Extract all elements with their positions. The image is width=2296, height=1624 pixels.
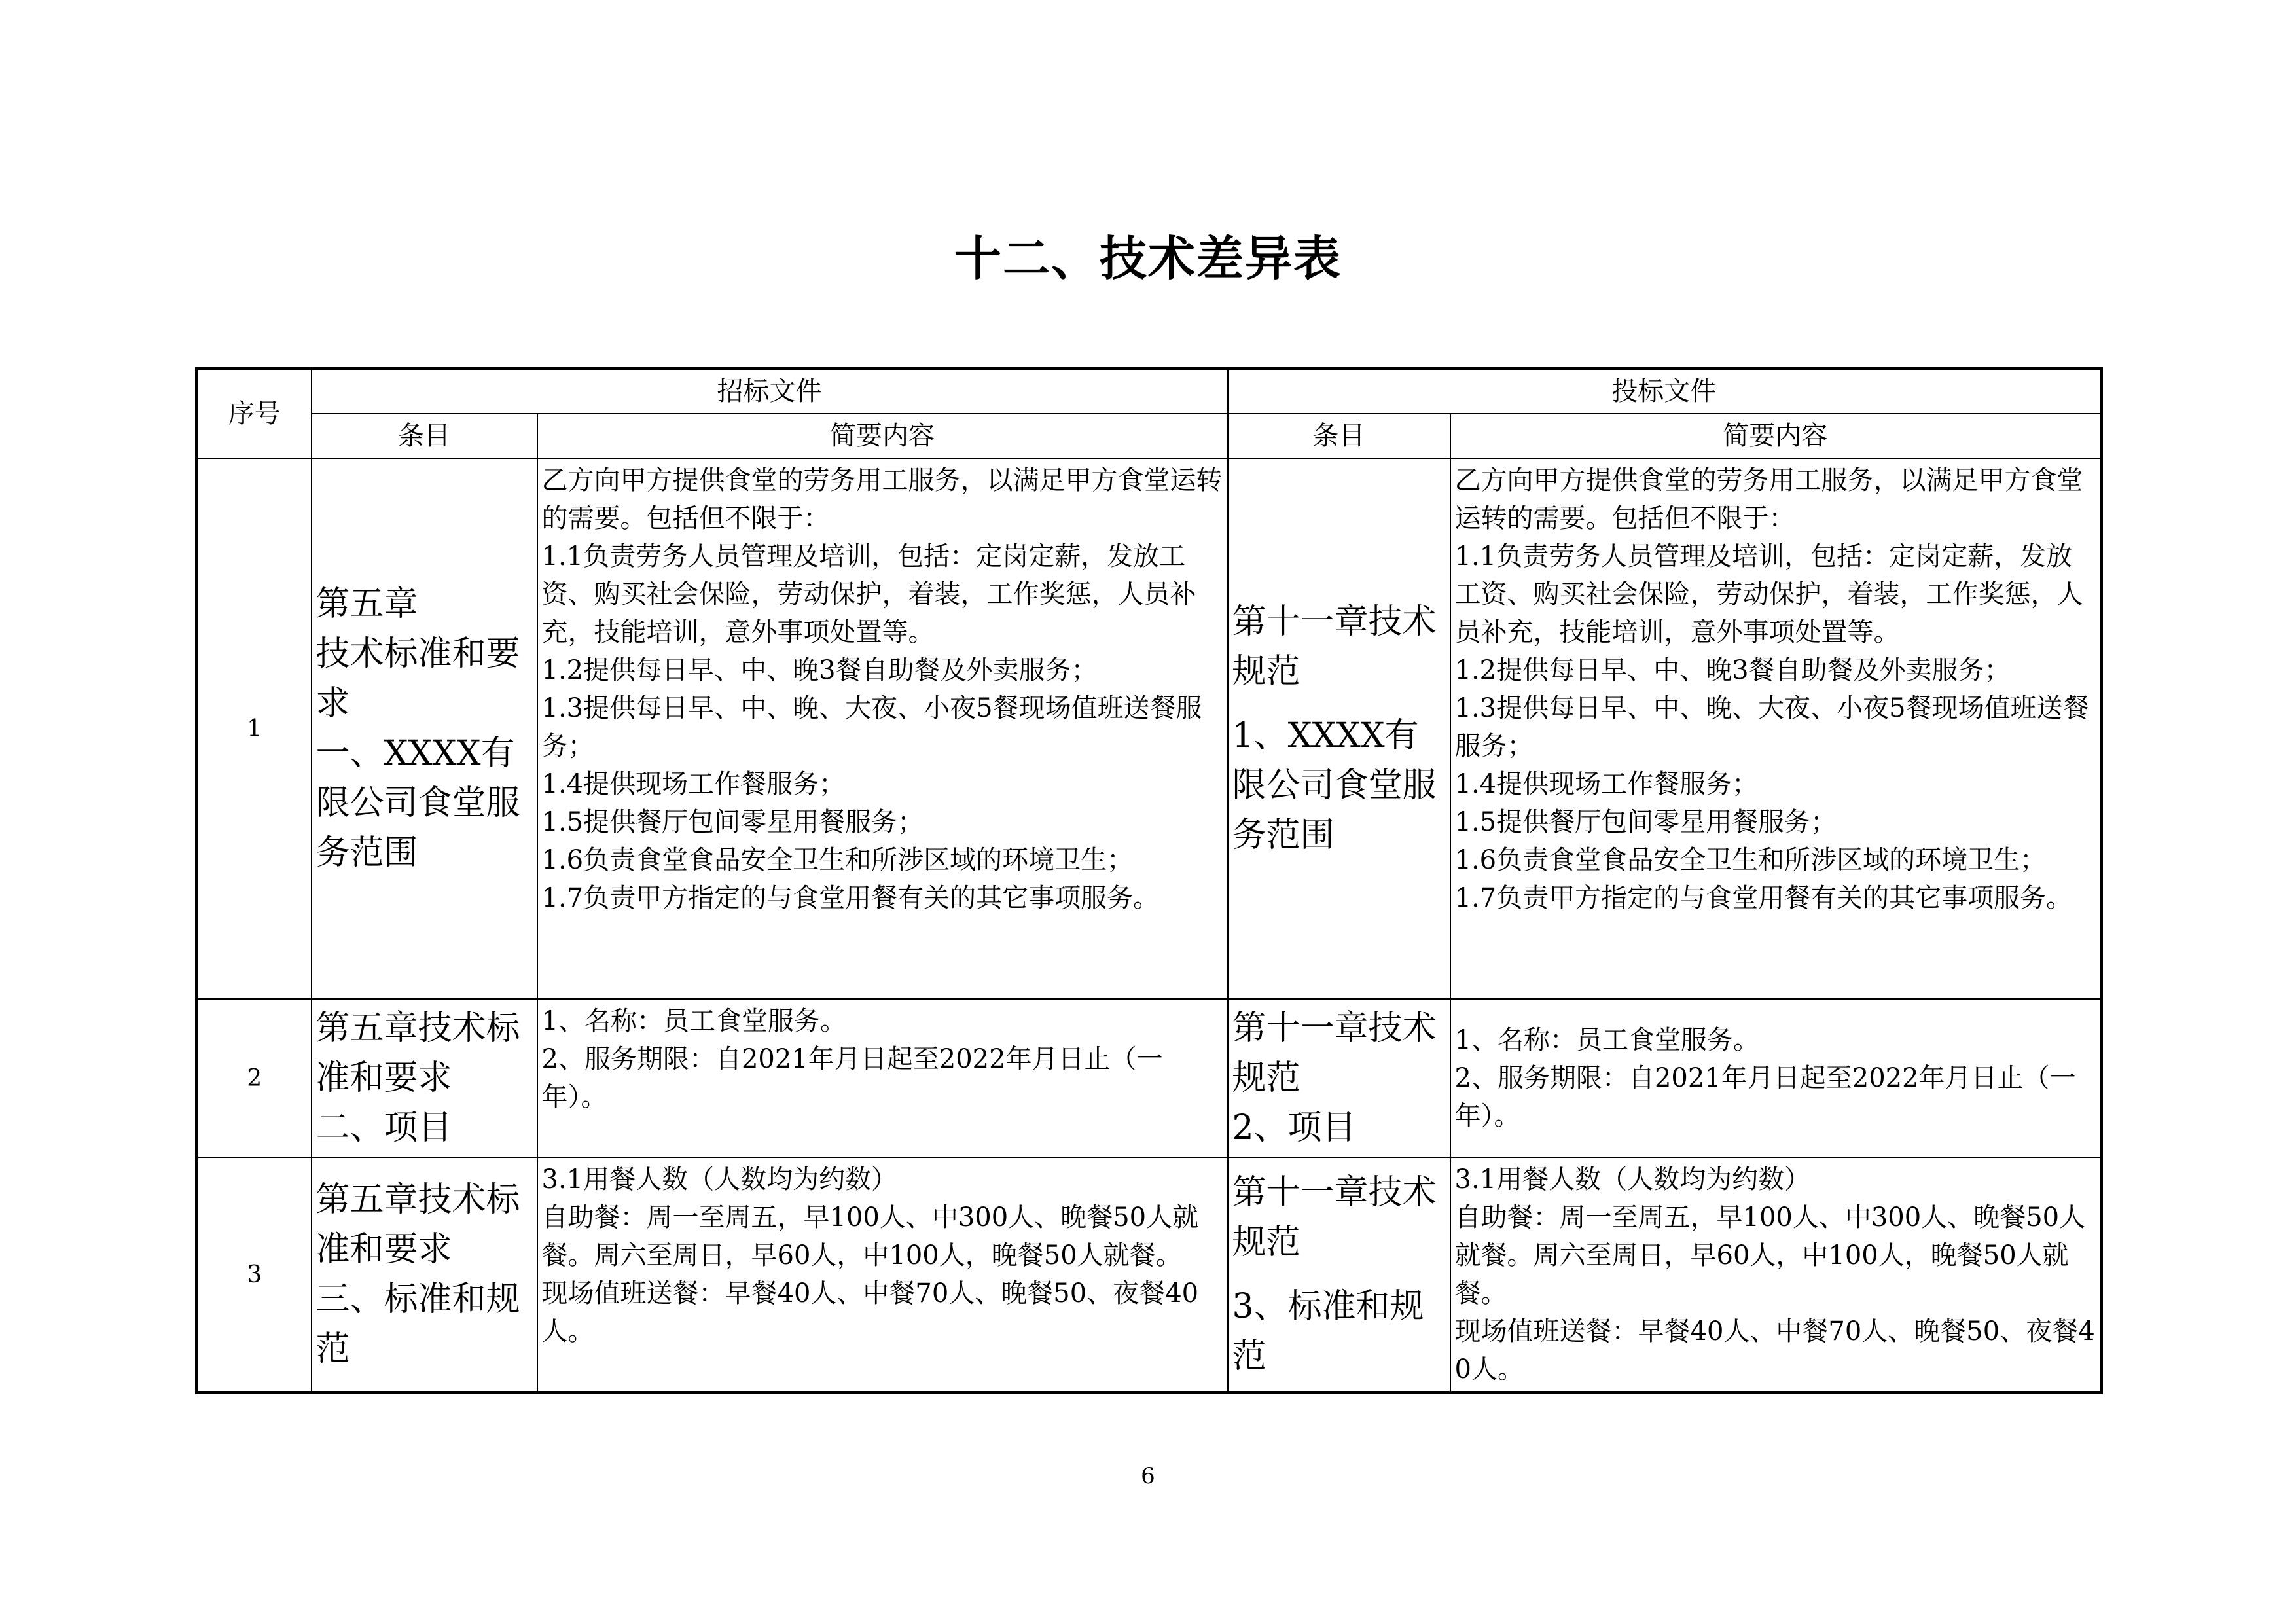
bid-summary-line: 现场值班送餐：早餐40人、中餐70人、晚餐50、夜餐40人。: [1454, 1316, 2095, 1384]
tender-summary-line: 1.1负责劳务人员管理及培训，包括：定岗定薪，发放工资、购买社会保险，劳动保护，着装，工作奖惩，人员补充，技能培训，意外事项处置等。: [541, 541, 1196, 647]
bid-item-cell: [1228, 458, 1450, 999]
page-number: 6: [1141, 1463, 1155, 1489]
row-seq: 3: [197, 1157, 312, 1393]
tender-summary-line: 乙方向甲方提供食堂的劳务用工服务，以满足甲方食堂运转的需要。包括但不限于：: [541, 465, 1223, 533]
bid-summary-line: 自助餐：周一至周五，早100人、中300人、晚餐50人就餐。周六至周日，早60人，中100人，晚餐50人就餐。: [1454, 1202, 2086, 1308]
tender-summary-line: 1、名称：员工食堂服务。: [541, 1006, 846, 1036]
bid-item-line: 第十一章技术规范: [1232, 1173, 1437, 1262]
header-tender-summary: 简要内容: [537, 414, 1228, 458]
row-seq: 2: [197, 999, 312, 1157]
bid-item-line: 第十一章技术规范: [1232, 602, 1437, 691]
page-title: 十二、技术差异表: [954, 231, 1342, 286]
tender-summary-line: 1.2提供每日早、中、晚3餐自助餐及外卖服务；: [541, 655, 1098, 685]
bid-summary-cell: [1450, 458, 2102, 999]
tender-summary-cell: [537, 999, 1228, 1157]
tender-item-line: 二、项目: [315, 1108, 452, 1147]
header-bid-doc: 投标文件: [1228, 369, 2102, 414]
bid-summary-line: 2、服务期限：自2021年月日起至2022年月日止（一年）。: [1454, 1063, 2076, 1131]
bid-summary-line: 1.5提供餐厅包间零星用餐服务；: [1454, 807, 1837, 837]
table-row: [197, 1157, 2102, 1393]
tender-item-line: 第五章技术标准和要求: [315, 1009, 520, 1098]
tender-summary-line: 1.5提供餐厅包间零星用餐服务；: [541, 807, 924, 837]
row-seq: 1: [197, 458, 312, 999]
tender-summary-line: 1.7负责甲方指定的与食堂用餐有关的其它事项服务。: [541, 883, 1160, 913]
header-bid-summary: 简要内容: [1450, 414, 2102, 458]
bid-item-line: 2、项目: [1232, 1108, 1356, 1147]
bid-summary-line: 1.2提供每日早、中、晚3餐自助餐及外卖服务；: [1454, 655, 2011, 685]
tender-item-cell: [312, 999, 537, 1157]
header-row-1: [197, 369, 2102, 414]
bid-summary-line: 1.4提供现场工作餐服务；: [1454, 769, 1759, 799]
tender-item-cell: [312, 1157, 537, 1393]
bid-summary-cell: [1450, 1157, 2102, 1393]
technical-deviation-table: [195, 367, 2103, 1394]
tender-item-line: 第五章技术标准和要求: [315, 1180, 520, 1269]
tender-summary-line: 1.6负责食堂食品安全卫生和所涉区域的环境卫生；: [541, 845, 1134, 875]
tender-summary-cell: [537, 1157, 1228, 1393]
bid-summary-cell: [1450, 999, 2102, 1157]
table-row: [197, 999, 2102, 1157]
tender-summary-line: 自助餐：周一至周五，早100人、中300人、晚餐50人就餐。周六至周日，早60人，中100人，晚餐50人就餐。: [541, 1202, 1199, 1271]
bid-item-cell: [1228, 1157, 1450, 1393]
tender-item-line: 技术标准和要求: [315, 634, 520, 723]
header-seq: 序号: [197, 369, 312, 459]
tender-item-line: 三、标准和规范: [315, 1280, 520, 1369]
bid-summary-line: 1、名称：员工食堂服务。: [1454, 1025, 1759, 1055]
bid-item-line: 第十一章技术规范: [1232, 1009, 1437, 1098]
bid-item-line: 3、标准和规范: [1232, 1287, 1424, 1376]
table-row: [197, 458, 2102, 999]
bid-summary-line: 1.6负责食堂食品安全卫生和所涉区域的环境卫生；: [1454, 845, 2047, 875]
tender-item-line: 一、XXXX有限公司食堂服务范围: [315, 734, 520, 873]
header-tender-doc: 招标文件: [312, 369, 1228, 414]
bid-summary-line: 乙方向甲方提供食堂的劳务用工服务，以满足甲方食堂运转的需要。包括但不限于：: [1454, 465, 2083, 533]
tender-summary-cell: [537, 458, 1228, 999]
bid-summary-line: 3.1用餐人数（人数均为约数）: [1454, 1164, 1811, 1195]
bid-summary-line: 1.1负责劳务人员管理及培训，包括：定岗定薪，发放工资、购买社会保险，劳动保护，着装，工作奖惩，人员补充，技能培训，意外事项处置等。: [1454, 541, 2083, 647]
bid-summary-line: 1.3提供每日早、中、晚、大夜、小夜5餐现场值班送餐服务；: [1454, 693, 2089, 761]
tender-summary-line: 现场值班送餐：早餐40人、中餐70人、晚餐50、夜餐40人。: [541, 1278, 1199, 1346]
header-tender-item: 条目: [312, 414, 537, 458]
bid-summary-line: 1.7负责甲方指定的与食堂用餐有关的其它事项服务。: [1454, 883, 2073, 913]
bid-item-line: 1、XXXX有限公司食堂服务范围: [1232, 716, 1437, 855]
tender-summary-line: 2、服务期限：自2021年月日起至2022年月日止（一年）。: [541, 1044, 1163, 1112]
tender-summary-line: 1.3提供每日早、中、晚、大夜、小夜5餐现场值班送餐服务；: [541, 693, 1202, 761]
header-row-2: [197, 414, 2102, 458]
tender-item-line: 第五章: [315, 585, 418, 624]
bid-item-cell: [1228, 999, 1450, 1157]
tender-summary-line: 1.4提供现场工作餐服务；: [541, 769, 846, 799]
header-bid-item: 条目: [1228, 414, 1450, 458]
tender-item-cell: [312, 458, 537, 999]
tender-summary-line: 3.1用餐人数（人数均为约数）: [541, 1164, 898, 1195]
